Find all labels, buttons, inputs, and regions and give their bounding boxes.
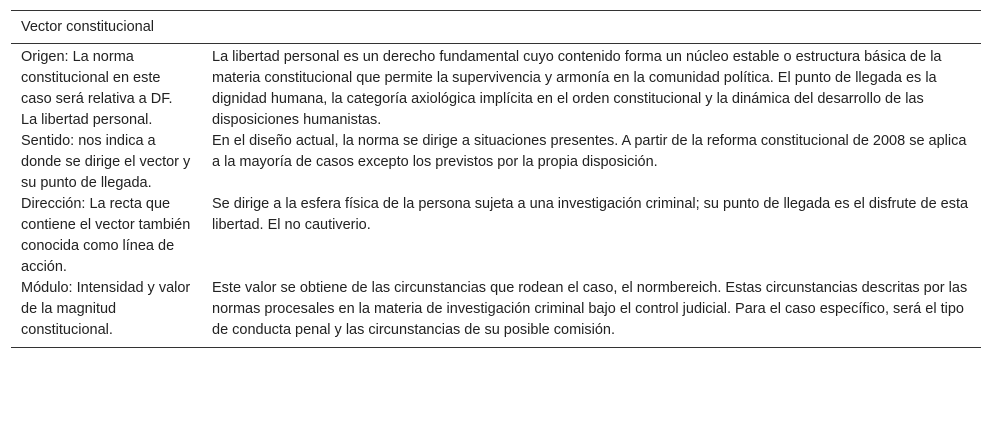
row-label-sentido: Sentido: nos indica a donde se dirige el vector y su punto de llegada. [21, 133, 191, 191]
table-row-modulo [11, 278, 981, 348]
row-text-origen: La libertad personal es un derecho fundamental cuyo contenido forma un núcleo estable o estructura básica de la materia constitucional que permite la supervivencia y armonía en la comunidad política. El punto de llegada es la dignidad humana, la categoría axiológica implícita en el orden constitucional y la dinámica del desarrollo de las disposiciones humanistas. [212, 49, 942, 128]
table-row-sentido [11, 131, 981, 194]
table-header-row [11, 11, 981, 44]
table-header: Vector constitucional [11, 11, 981, 44]
table-row-direccion [11, 194, 981, 278]
row-label-direccion: Dirección: La recta que contiene el vector también conocida como línea de acción. [21, 196, 191, 275]
row-text-direccion: Se dirige a la esfera física de la persona sujeta a una investigación criminal; su punto de llegada es el disfrute de esta libertad. El no cautiverio. [212, 196, 969, 233]
table-row-origen [11, 44, 981, 132]
row-text-modulo: Este valor se obtiene de las circunstancias que rodean el caso, el normbereich. Estas circunstancias descritas por las normas procesales en la materia de investigación criminal bajo el control judicial. Para el caso específico, será el tipo de conducta penal y las circunstancias de su posible comisión. [202, 278, 981, 348]
vector-table-container [11, 10, 981, 348]
row-text-sentido: En el diseño actual, la norma se dirige a situaciones presentes. A partir de la reforma constitucional de 2008 se aplica a la mayoría de casos excepto los previstos por la propia disposición. [212, 133, 967, 170]
vector-constitucional-table [11, 10, 981, 348]
row-label-origen: Origen: La norma constitucional en este caso será relativa a DF. La libertad personal. [21, 49, 173, 128]
row-label-modulo: Módulo: Intensidad y valor de la magnitud constitucional. [11, 278, 202, 348]
